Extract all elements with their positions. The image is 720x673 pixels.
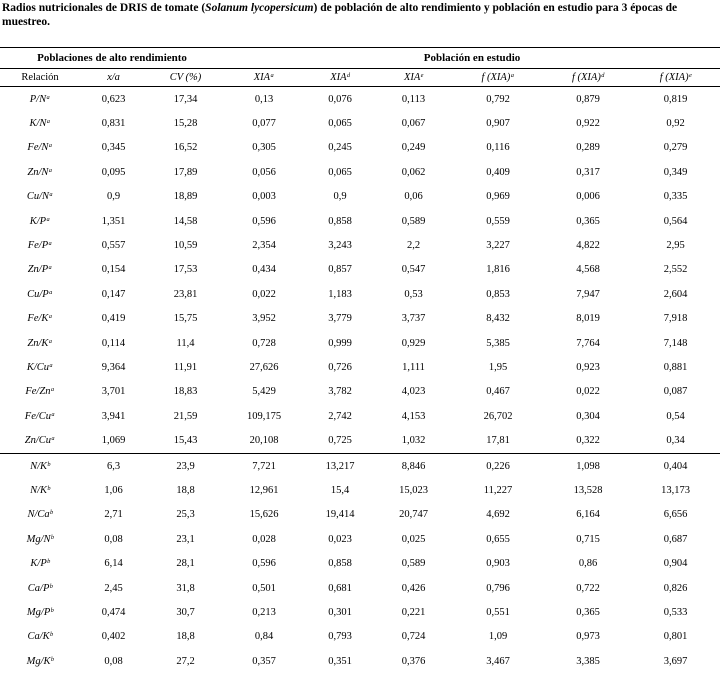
value-cell: 0,881 bbox=[631, 355, 720, 379]
column-header: XIAᵃ bbox=[224, 69, 304, 87]
value-cell: 3,952 bbox=[224, 307, 304, 331]
value-cell: 0,903 bbox=[451, 551, 545, 575]
value-cell: 0,003 bbox=[224, 185, 304, 209]
value-cell: 0,345 bbox=[80, 136, 147, 160]
value-cell: 8,019 bbox=[545, 307, 631, 331]
dris-ratios-table bbox=[0, 47, 720, 673]
group-header-row bbox=[0, 48, 720, 69]
value-cell: 0,725 bbox=[304, 428, 376, 453]
column-header: XIAᵉ bbox=[376, 69, 451, 87]
value-cell: 0,999 bbox=[304, 331, 376, 355]
value-cell: 31,8 bbox=[147, 576, 224, 600]
value-cell: 0,409 bbox=[451, 160, 545, 184]
value-cell: 0,858 bbox=[304, 551, 376, 575]
value-cell: 0,114 bbox=[80, 331, 147, 355]
value-cell: 0,728 bbox=[224, 331, 304, 355]
value-cell: 0,317 bbox=[545, 160, 631, 184]
table-row bbox=[0, 355, 720, 379]
value-cell: 0,376 bbox=[376, 649, 451, 673]
value-cell: 23,9 bbox=[147, 453, 224, 478]
table-row bbox=[0, 428, 720, 453]
value-cell: 3,227 bbox=[451, 233, 545, 257]
value-cell: 0,589 bbox=[376, 551, 451, 575]
table-row bbox=[0, 551, 720, 575]
value-cell: 0,559 bbox=[451, 209, 545, 233]
value-cell: 0,879 bbox=[545, 87, 631, 112]
value-cell: 1,183 bbox=[304, 282, 376, 306]
value-cell: 5,429 bbox=[224, 380, 304, 404]
value-cell: 0,404 bbox=[631, 453, 720, 478]
value-cell: 0,973 bbox=[545, 625, 631, 649]
value-cell: 0,076 bbox=[304, 87, 376, 112]
value-cell: 0,023 bbox=[304, 527, 376, 551]
value-cell: 2,552 bbox=[631, 258, 720, 282]
caption-part1: Radios nutricionales de DRIS de tomate ( bbox=[2, 2, 205, 14]
value-cell: 0,557 bbox=[80, 233, 147, 257]
value-cell: 4,822 bbox=[545, 233, 631, 257]
value-cell: 0,792 bbox=[451, 87, 545, 112]
value-cell: 0,365 bbox=[545, 209, 631, 233]
value-cell: 0,857 bbox=[304, 258, 376, 282]
value-cell: 0,077 bbox=[224, 111, 304, 135]
value-cell: 0,245 bbox=[304, 136, 376, 160]
relation-cell: Cu/Pᵃ bbox=[0, 282, 80, 306]
value-cell: 0,304 bbox=[545, 404, 631, 428]
value-cell: 15,75 bbox=[147, 307, 224, 331]
value-cell: 0,065 bbox=[304, 111, 376, 135]
value-cell: 0,533 bbox=[631, 600, 720, 624]
value-cell: 0,322 bbox=[545, 428, 631, 453]
value-cell: 17,53 bbox=[147, 258, 224, 282]
value-cell: 0,154 bbox=[80, 258, 147, 282]
relation-cell: K/Cuᵃ bbox=[0, 355, 80, 379]
relation-cell: Fe/Cuᵃ bbox=[0, 404, 80, 428]
value-cell: 7,148 bbox=[631, 331, 720, 355]
relation-cell: Mg/Pᵇ bbox=[0, 600, 80, 624]
value-cell: 13,173 bbox=[631, 478, 720, 502]
value-cell: 9,364 bbox=[80, 355, 147, 379]
table-row bbox=[0, 404, 720, 428]
value-cell: 3,701 bbox=[80, 380, 147, 404]
table-row bbox=[0, 209, 720, 233]
value-cell: 11,4 bbox=[147, 331, 224, 355]
value-cell: 17,81 bbox=[451, 428, 545, 453]
value-cell: 1,032 bbox=[376, 428, 451, 453]
value-cell: 0,022 bbox=[224, 282, 304, 306]
value-cell: 4,023 bbox=[376, 380, 451, 404]
value-cell: 2,95 bbox=[631, 233, 720, 257]
value-cell: 1,111 bbox=[376, 355, 451, 379]
value-cell: 0,13 bbox=[224, 87, 304, 112]
value-cell: 0,426 bbox=[376, 576, 451, 600]
value-cell: 23,81 bbox=[147, 282, 224, 306]
value-cell: 0,904 bbox=[631, 551, 720, 575]
value-cell: 13,528 bbox=[545, 478, 631, 502]
value-cell: 30,7 bbox=[147, 600, 224, 624]
value-cell: 0,501 bbox=[224, 576, 304, 600]
value-cell: 0,365 bbox=[545, 600, 631, 624]
value-cell: 0,819 bbox=[631, 87, 720, 112]
value-cell: 0,467 bbox=[451, 380, 545, 404]
value-cell: 1,351 bbox=[80, 209, 147, 233]
value-cell: 15,023 bbox=[376, 478, 451, 502]
table-row bbox=[0, 380, 720, 404]
column-header: f (XIA)ᵉ bbox=[631, 69, 720, 87]
value-cell: 3,243 bbox=[304, 233, 376, 257]
value-cell: 17,34 bbox=[147, 87, 224, 112]
value-cell: 1,816 bbox=[451, 258, 545, 282]
value-cell: 4,153 bbox=[376, 404, 451, 428]
value-cell: 0,793 bbox=[304, 625, 376, 649]
value-cell: 3,467 bbox=[451, 649, 545, 673]
table-body bbox=[0, 87, 720, 673]
value-cell: 0,801 bbox=[631, 625, 720, 649]
value-cell: 0,474 bbox=[80, 600, 147, 624]
value-cell: 25,3 bbox=[147, 503, 224, 527]
value-cell: 13,217 bbox=[304, 453, 376, 478]
value-cell: 0,724 bbox=[376, 625, 451, 649]
table-row bbox=[0, 600, 720, 624]
value-cell: 6,3 bbox=[80, 453, 147, 478]
value-cell: 0,095 bbox=[80, 160, 147, 184]
value-cell: 0,564 bbox=[631, 209, 720, 233]
value-cell: 0,113 bbox=[376, 87, 451, 112]
value-cell: 3,941 bbox=[80, 404, 147, 428]
table-row bbox=[0, 258, 720, 282]
relation-cell: K/Pᵃ bbox=[0, 209, 80, 233]
table-row bbox=[0, 185, 720, 209]
table-row bbox=[0, 87, 720, 112]
column-header: f (XIA)ᵃ bbox=[451, 69, 545, 87]
value-cell: 7,947 bbox=[545, 282, 631, 306]
value-cell: 0,116 bbox=[451, 136, 545, 160]
value-cell: 1,098 bbox=[545, 453, 631, 478]
value-cell: 18,89 bbox=[147, 185, 224, 209]
table-row bbox=[0, 576, 720, 600]
value-cell: 1,06 bbox=[80, 478, 147, 502]
caption-part2: ) de población de alto rendimiento y población en estudio para 3 épocas de muestreo. bbox=[2, 2, 677, 28]
table-caption bbox=[2, 1, 718, 29]
value-cell: 0,9 bbox=[80, 185, 147, 209]
caption-species: Solanum lycopersicum bbox=[205, 2, 313, 14]
value-cell: 15,4 bbox=[304, 478, 376, 502]
value-cell: 17,89 bbox=[147, 160, 224, 184]
value-cell: 7,764 bbox=[545, 331, 631, 355]
value-cell: 0,301 bbox=[304, 600, 376, 624]
value-cell: 0,06 bbox=[376, 185, 451, 209]
value-cell: 0,596 bbox=[224, 209, 304, 233]
value-cell: 3,697 bbox=[631, 649, 720, 673]
value-cell: 2,742 bbox=[304, 404, 376, 428]
table-row bbox=[0, 649, 720, 673]
value-cell: 0,907 bbox=[451, 111, 545, 135]
table-row bbox=[0, 527, 720, 551]
group-high-yield: Poblaciones de alto rendimiento bbox=[0, 48, 224, 69]
value-cell: 11,91 bbox=[147, 355, 224, 379]
relation-cell: Zn/Cuᵃ bbox=[0, 428, 80, 453]
value-cell: 3,385 bbox=[545, 649, 631, 673]
value-cell: 0,54 bbox=[631, 404, 720, 428]
value-cell: 3,782 bbox=[304, 380, 376, 404]
value-cell: 0,419 bbox=[80, 307, 147, 331]
value-cell: 0,722 bbox=[545, 576, 631, 600]
relation-cell: Ca/Pᵇ bbox=[0, 576, 80, 600]
value-cell: 16,52 bbox=[147, 136, 224, 160]
value-cell: 14,58 bbox=[147, 209, 224, 233]
value-cell: 0,796 bbox=[451, 576, 545, 600]
value-cell: 6,656 bbox=[631, 503, 720, 527]
value-cell: 0,623 bbox=[80, 87, 147, 112]
value-cell: 11,227 bbox=[451, 478, 545, 502]
value-cell: 12,961 bbox=[224, 478, 304, 502]
value-cell: 3,737 bbox=[376, 307, 451, 331]
relation-cell: Fe/Kᵃ bbox=[0, 307, 80, 331]
relation-cell: Fe/Znᵃ bbox=[0, 380, 80, 404]
value-cell: 8,432 bbox=[451, 307, 545, 331]
value-cell: 0,589 bbox=[376, 209, 451, 233]
table-row bbox=[0, 307, 720, 331]
value-cell: 0,067 bbox=[376, 111, 451, 135]
value-cell: 0,726 bbox=[304, 355, 376, 379]
value-cell: 0,826 bbox=[631, 576, 720, 600]
value-cell: 2,71 bbox=[80, 503, 147, 527]
value-cell: 7,918 bbox=[631, 307, 720, 331]
value-cell: 0,279 bbox=[631, 136, 720, 160]
value-cell: 0,655 bbox=[451, 527, 545, 551]
relation-cell: Zn/Nᵃ bbox=[0, 160, 80, 184]
column-header: XIAᵈ bbox=[304, 69, 376, 87]
value-cell: 0,853 bbox=[451, 282, 545, 306]
value-cell: 0,858 bbox=[304, 209, 376, 233]
value-cell: 0,087 bbox=[631, 380, 720, 404]
group-study: Población en estudio bbox=[224, 48, 720, 69]
value-cell: 21,59 bbox=[147, 404, 224, 428]
relation-cell: N/Caᵇ bbox=[0, 503, 80, 527]
value-cell: 0,006 bbox=[545, 185, 631, 209]
column-header: Relación bbox=[0, 69, 80, 87]
value-cell: 0,86 bbox=[545, 551, 631, 575]
value-cell: 0,08 bbox=[80, 527, 147, 551]
value-cell: 0,221 bbox=[376, 600, 451, 624]
relation-cell: Mg/Kᵇ bbox=[0, 649, 80, 673]
value-cell: 27,626 bbox=[224, 355, 304, 379]
value-cell: 0,289 bbox=[545, 136, 631, 160]
value-cell: 0,056 bbox=[224, 160, 304, 184]
column-header-row bbox=[0, 69, 720, 87]
value-cell: 1,95 bbox=[451, 355, 545, 379]
value-cell: 0,596 bbox=[224, 551, 304, 575]
table-row bbox=[0, 233, 720, 257]
value-cell: 1,09 bbox=[451, 625, 545, 649]
table-row bbox=[0, 136, 720, 160]
relation-cell: N/Kᵇ bbox=[0, 453, 80, 478]
value-cell: 18,8 bbox=[147, 478, 224, 502]
relation-cell: Mg/Nᵇ bbox=[0, 527, 80, 551]
column-header: x/a bbox=[80, 69, 147, 87]
relation-cell: N/Kᵇ bbox=[0, 478, 80, 502]
column-header: f (XIA)ᵈ bbox=[545, 69, 631, 87]
value-cell: 0,351 bbox=[304, 649, 376, 673]
table-row bbox=[0, 160, 720, 184]
value-cell: 6,164 bbox=[545, 503, 631, 527]
relation-cell: K/Nᵃ bbox=[0, 111, 80, 135]
value-cell: 1,069 bbox=[80, 428, 147, 453]
value-cell: 3,779 bbox=[304, 307, 376, 331]
value-cell: 0,226 bbox=[451, 453, 545, 478]
value-cell: 0,402 bbox=[80, 625, 147, 649]
value-cell: 0,305 bbox=[224, 136, 304, 160]
value-cell: 0,84 bbox=[224, 625, 304, 649]
value-cell: 15,43 bbox=[147, 428, 224, 453]
value-cell: 0,969 bbox=[451, 185, 545, 209]
value-cell: 18,8 bbox=[147, 625, 224, 649]
value-cell: 23,1 bbox=[147, 527, 224, 551]
value-cell: 19,414 bbox=[304, 503, 376, 527]
value-cell: 0,831 bbox=[80, 111, 147, 135]
relation-cell: Zn/Kᵃ bbox=[0, 331, 80, 355]
column-header: CV (%) bbox=[147, 69, 224, 87]
value-cell: 0,349 bbox=[631, 160, 720, 184]
value-cell: 0,065 bbox=[304, 160, 376, 184]
table-row bbox=[0, 331, 720, 355]
table-row bbox=[0, 625, 720, 649]
relation-cell: Zn/Pᵃ bbox=[0, 258, 80, 282]
value-cell: 0,53 bbox=[376, 282, 451, 306]
value-cell: 0,025 bbox=[376, 527, 451, 551]
value-cell: 28,1 bbox=[147, 551, 224, 575]
value-cell: 27,2 bbox=[147, 649, 224, 673]
value-cell: 0,147 bbox=[80, 282, 147, 306]
value-cell: 0,249 bbox=[376, 136, 451, 160]
table-row bbox=[0, 503, 720, 527]
value-cell: 4,568 bbox=[545, 258, 631, 282]
value-cell: 20,108 bbox=[224, 428, 304, 453]
value-cell: 8,846 bbox=[376, 453, 451, 478]
value-cell: 4,692 bbox=[451, 503, 545, 527]
value-cell: 0,681 bbox=[304, 576, 376, 600]
value-cell: 0,08 bbox=[80, 649, 147, 673]
value-cell: 5,385 bbox=[451, 331, 545, 355]
value-cell: 0,335 bbox=[631, 185, 720, 209]
value-cell: 0,929 bbox=[376, 331, 451, 355]
value-cell: 0,92 bbox=[631, 111, 720, 135]
relation-cell: Fe/Nᵃ bbox=[0, 136, 80, 160]
value-cell: 7,721 bbox=[224, 453, 304, 478]
value-cell: 0,213 bbox=[224, 600, 304, 624]
value-cell: 2,604 bbox=[631, 282, 720, 306]
table-row bbox=[0, 453, 720, 478]
value-cell: 0,028 bbox=[224, 527, 304, 551]
table-row bbox=[0, 478, 720, 502]
value-cell: 18,83 bbox=[147, 380, 224, 404]
relation-cell: Cu/Nᵃ bbox=[0, 185, 80, 209]
value-cell: 6,14 bbox=[80, 551, 147, 575]
relation-cell: Fe/Pᵃ bbox=[0, 233, 80, 257]
value-cell: 0,434 bbox=[224, 258, 304, 282]
value-cell: 0,022 bbox=[545, 380, 631, 404]
value-cell: 0,547 bbox=[376, 258, 451, 282]
value-cell: 2,45 bbox=[80, 576, 147, 600]
value-cell: 15,28 bbox=[147, 111, 224, 135]
value-cell: 26,702 bbox=[451, 404, 545, 428]
value-cell: 0,687 bbox=[631, 527, 720, 551]
value-cell: 0,715 bbox=[545, 527, 631, 551]
value-cell: 0,9 bbox=[304, 185, 376, 209]
value-cell: 10,59 bbox=[147, 233, 224, 257]
value-cell: 0,357 bbox=[224, 649, 304, 673]
value-cell: 15,626 bbox=[224, 503, 304, 527]
table-row bbox=[0, 111, 720, 135]
relation-cell: Ca/Kᵇ bbox=[0, 625, 80, 649]
value-cell: 0,062 bbox=[376, 160, 451, 184]
value-cell: 0,922 bbox=[545, 111, 631, 135]
value-cell: 0,551 bbox=[451, 600, 545, 624]
relation-cell: K/Pᵇ bbox=[0, 551, 80, 575]
value-cell: 2,354 bbox=[224, 233, 304, 257]
table-row bbox=[0, 282, 720, 306]
relation-cell: P/Nᵃ bbox=[0, 87, 80, 112]
value-cell: 20,747 bbox=[376, 503, 451, 527]
value-cell: 0,923 bbox=[545, 355, 631, 379]
value-cell: 109,175 bbox=[224, 404, 304, 428]
value-cell: 0,34 bbox=[631, 428, 720, 453]
value-cell: 2,2 bbox=[376, 233, 451, 257]
